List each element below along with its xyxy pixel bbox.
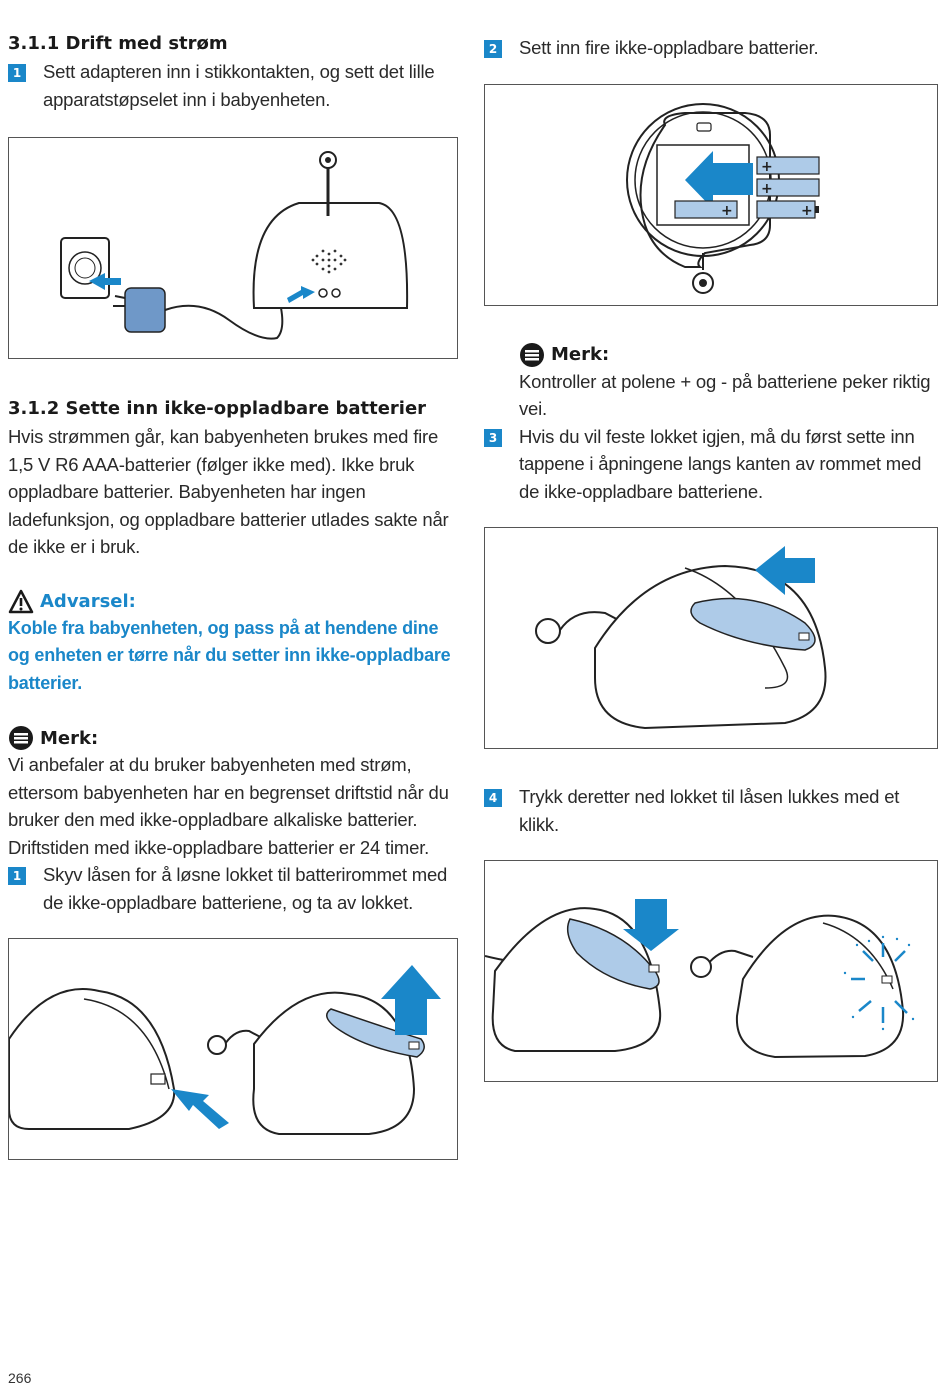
- page-number: 266: [8, 1370, 32, 1386]
- step-text: Trykk deretter ned lokket til låsen lukkes med et klikk.: [519, 786, 900, 835]
- battery-plus-label: +: [761, 158, 773, 175]
- step-1-adapter: [8, 58, 460, 113]
- figure-remove-lid: [8, 938, 458, 1160]
- note-title: Merk:: [40, 727, 99, 749]
- step-number: 4: [484, 789, 502, 807]
- step-text: Sett adapteren inn i stikkontakten, og sett det lille apparatstøpselet inn i babyenheten.: [43, 61, 435, 110]
- press-lid-illustration: [485, 861, 937, 1081]
- note-title: Merk:: [551, 344, 610, 365]
- note-heading: [484, 342, 939, 368]
- step-text: Hvis du vil feste lokket igjen, må du først sette inn tappene i åpningene langs kanten av rommet med de ikke-oppladbare batteriene.: [519, 425, 922, 502]
- left-column: [8, 30, 460, 1160]
- warning-heading: [8, 589, 460, 615]
- section-body-batterier: Hvis strømmen går, kan babyenheten brukes med fire 1,5 V R6 AAA-batterier (følger ikke med). Ikke bruk oppladbare batterier. Babyenheten har ingen ladefunksjon, og oppladbare batterier utlades sakte når de ikke er i bruk.: [8, 426, 449, 557]
- note-icon: [519, 342, 545, 368]
- battery-plus-label: +: [721, 202, 733, 219]
- batteries-illustration: [485, 85, 937, 305]
- note-icon: [8, 725, 34, 751]
- reattach-lid-illustration: [485, 528, 937, 748]
- step-number: 3: [484, 429, 502, 447]
- step-number: 1: [8, 64, 26, 82]
- step-text: Sett inn fire ikke-oppladbare batterier.: [519, 37, 819, 58]
- arrow-diagonal-icon: [171, 1089, 229, 1129]
- battery-plus-label: +: [801, 202, 813, 219]
- warning-text: Koble fra babyenheten, og pass på at hendene dine og enheten er tørre når du setter inn ikke-oppladbare batterier.: [8, 617, 451, 693]
- battery-plus-label: +: [761, 180, 773, 197]
- figure-insert-batteries: [484, 84, 938, 306]
- note-text: Vi anbefaler at du bruker babyenheten med strøm, ettersom babyenheten har en begrenset driftstid når du bruker den med ikke-oppladbare alkaliske batterier. Driftstiden med ikke-oppladbare batterier er 24 timer.: [8, 754, 449, 858]
- step-3-reattach-lid: [484, 423, 939, 506]
- step-number: 1: [8, 867, 26, 885]
- step-text: Skyv låsen for å løsne lokket til batterirommet med de ikke-oppladbare batteriene, og ta av lokket.: [43, 864, 448, 913]
- step-1-remove-lid: [8, 861, 460, 916]
- remove-lid-illustration: [9, 939, 457, 1159]
- step-4-press-lid: [484, 783, 939, 838]
- step-2-insert-batteries: [484, 34, 939, 62]
- figure-reattach-lid: [484, 527, 938, 749]
- note-text: Kontroller at polene + og - på batteriene peker riktig vei.: [519, 370, 931, 419]
- figure-press-lid: [484, 860, 938, 1082]
- adapter-illustration: [9, 138, 457, 358]
- warning-title: Advarsel:: [40, 591, 136, 612]
- note-heading: [8, 725, 460, 751]
- right-column: [484, 30, 939, 1082]
- warning-icon: [8, 589, 34, 615]
- figure-adapter-connection: [8, 137, 458, 359]
- section-heading-batterier: 3.1.2 Sette inn ikke-oppladbare batterier: [8, 398, 427, 419]
- step-number: 2: [484, 40, 502, 58]
- section-heading-drift-med-strom: 3.1.1 Drift med strøm: [8, 33, 228, 54]
